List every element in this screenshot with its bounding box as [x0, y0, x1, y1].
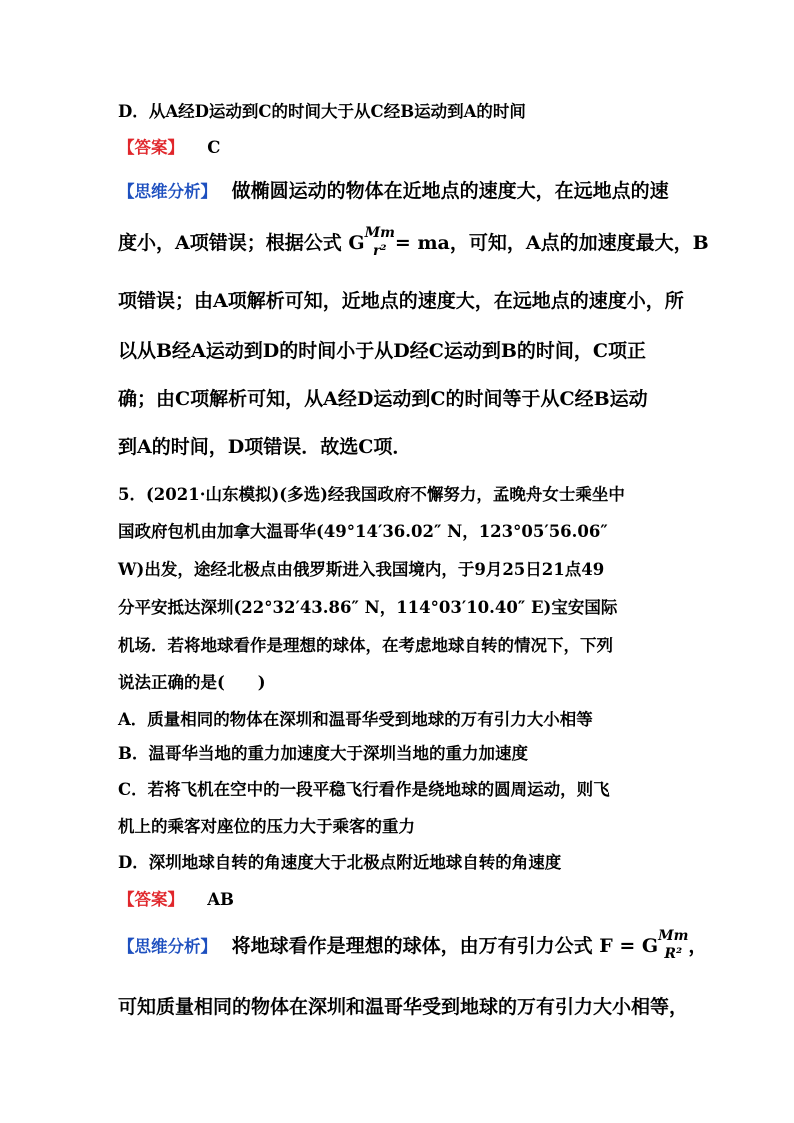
- question-5-line-2: 国政府包机由加拿大温哥华(49°14′36.02″ N，123°05′56.06″: [118, 522, 608, 541]
- prev-analysis-line-6: 到A的时间，D项错误．故选C项．: [118, 436, 412, 458]
- option-d: D．深圳地球自转的角速度大于北极点附近地球自转的角速度: [118, 853, 562, 872]
- prev-analysis-line-4: 以从B经A运动到D的时间小于从D经C运动到B的时间，C项正: [118, 340, 647, 362]
- answer-value: AB: [207, 890, 234, 909]
- answer-tag: 【答案】: [118, 138, 184, 157]
- question-5-line-6: 说法正确的是( ): [118, 673, 266, 692]
- option-a: A．质量相同的物体在深圳和温哥华受到地球的万有引力大小相等: [118, 710, 593, 729]
- prev-option-d: D．从A经D运动到C的时间大于从C经B运动到A的时间: [118, 102, 526, 121]
- analysis-tag: 【思维分析】: [118, 937, 217, 956]
- prev-analysis-line-3: 项错误；由A项解析可知，近地点的速度大，在远地点的速度小，所: [118, 290, 684, 312]
- q5-analysis-line-2: 可知质量相同的物体在深圳和温哥华受到地球的万有引力大小相等，: [118, 996, 689, 1018]
- q5-answer: [118, 886, 234, 910]
- q5-analysis-line-1: 【思维分析】 将地球看作是理想的球体，由万有引力公式 F = G Mm R² ，: [118, 928, 708, 962]
- question-5-line-4: 分平安抵达深圳(22°32′43.86″ N，114°03′10.40″ E)宝安国际: [118, 598, 618, 617]
- option-c-line-1: C．若将飞机在空中的一段平稳飞行看作是绕地球的圆周运动，则飞: [118, 780, 610, 799]
- question-5-line-5: 机场．若将地球看作是理想的球体，在考虑地球自转的情况下，下列: [118, 636, 613, 655]
- option-c-line-2: 机上的乘客对座位的压力大于乘客的重力: [118, 817, 415, 836]
- answer-tag: 【答案】: [118, 890, 184, 909]
- prev-analysis-line-2: 度小，A项错误；根据公式 G Mm r² = ma，可知，A点的加速度最大，B: [118, 225, 709, 259]
- prev-analysis-line-5: 确；由C项解析可知，从A经D运动到C的时间等于从C经B运动: [118, 388, 648, 410]
- analysis-tag: 【思维分析】: [118, 182, 217, 201]
- question-5-line-1: 5．(2021·山东模拟)(多选)经我国政府不懈努力，孟晚舟女士乘坐中: [118, 485, 625, 504]
- fraction-mm-over-r2: Mm R²: [658, 928, 689, 962]
- fraction-mm-over-r2: Mm r²: [364, 225, 395, 259]
- prev-analysis-line-1: 【思维分析】 做椭圆运动的物体在近地点的速度大，在远地点的速: [118, 180, 669, 202]
- question-5-line-3: W)出发，途经北极点由俄罗斯进入我国境内，于9月25日21点49: [118, 560, 605, 579]
- prev-answer: [118, 134, 220, 158]
- option-b: B．温哥华当地的重力加速度大于深圳当地的重力加速度: [118, 744, 528, 763]
- answer-value: C: [207, 138, 221, 157]
